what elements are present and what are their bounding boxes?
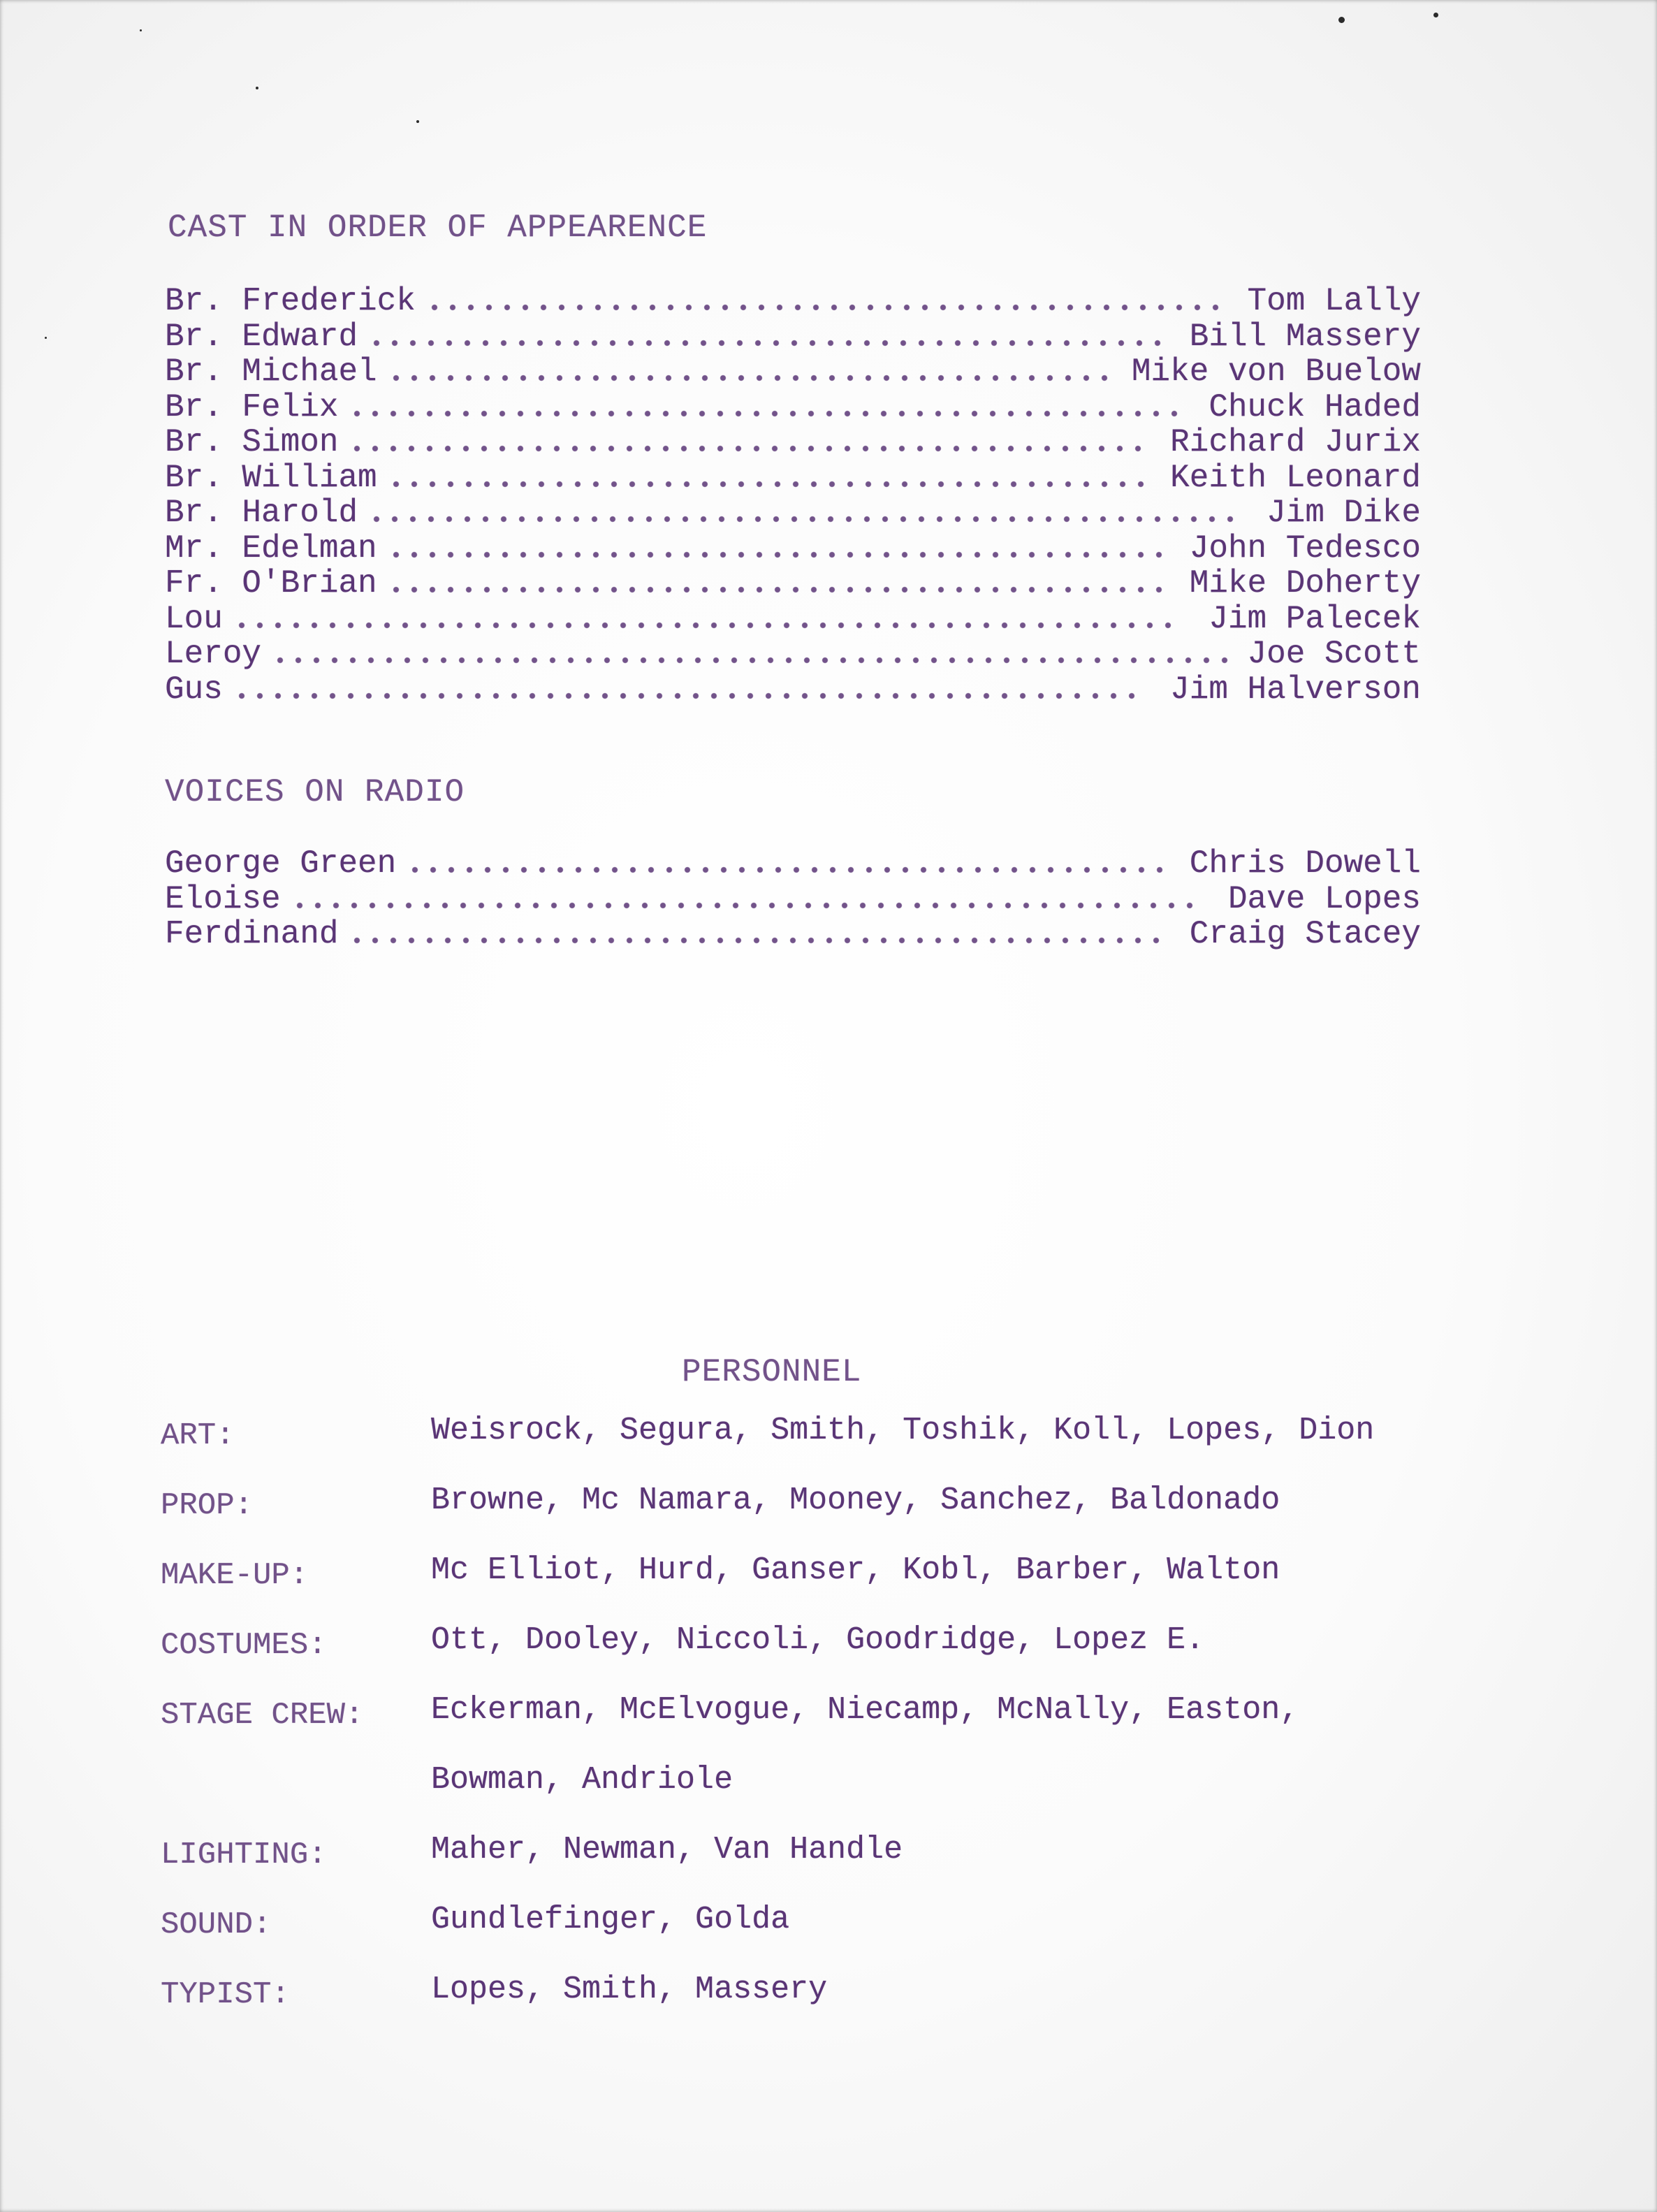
role-name: Ferdinand — [165, 916, 339, 952]
role-name: Gus — [165, 671, 223, 708]
actor-name: Mike von Buelow — [1131, 354, 1421, 390]
actor-name: Richard Jurix — [1170, 424, 1421, 460]
scan-speck — [416, 120, 419, 123]
role-name: Fr. O'Brian — [165, 565, 377, 602]
cast-row — [165, 565, 1421, 601]
dot-leader — [233, 622, 1177, 629]
role-name: Br. Felix — [165, 388, 339, 425]
cast-row — [165, 283, 1421, 319]
cast-heading: CAST IN ORDER OF APPEARENCE — [168, 210, 708, 246]
actor-name: Keith Leonard — [1170, 459, 1421, 496]
dot-leader — [233, 692, 1141, 699]
actor-name: Jim Palecek — [1209, 600, 1421, 637]
radio-voice-row — [165, 881, 1421, 917]
dot-leader — [425, 304, 1225, 311]
radio-voice-list — [165, 845, 1421, 952]
radio-voice-row — [165, 845, 1421, 881]
role-name: Eloise — [165, 880, 281, 917]
actor-name: John Tedesco — [1189, 530, 1421, 567]
role-name: Br. William — [165, 459, 377, 496]
dot-leader — [387, 374, 1114, 381]
personnel-names: Eckerman, McElvogue, Niecamp, McNally, Easton, — [431, 1692, 1299, 1728]
radio-heading: VOICES ON RADIO — [165, 774, 465, 810]
dot-leader — [387, 586, 1168, 593]
personnel-names: Bowman, Andriole — [431, 1762, 733, 1798]
role-name: Leroy — [165, 636, 262, 672]
scan-speck — [1433, 13, 1438, 17]
personnel-role-label: ART: — [161, 1418, 235, 1453]
scan-speck — [45, 337, 47, 339]
personnel-names: Gundlefinger, Golda — [431, 1902, 790, 1937]
personnel-names: Mc Elliot, Hurd, Ganser, Kobl, Barber, Walton — [431, 1552, 1280, 1588]
personnel-names: Lopes, Smith, Massery — [431, 1972, 828, 2007]
dot-leader — [348, 445, 1147, 452]
cast-row — [165, 636, 1421, 671]
role-name: Br. Simon — [165, 424, 339, 460]
actor-name: Tom Lally — [1247, 283, 1421, 319]
cast-row — [165, 601, 1421, 636]
actor-name: Chris Dowell — [1189, 845, 1421, 882]
role-name: George Green — [165, 845, 397, 882]
personnel-names: Maher, Newman, Van Handle — [431, 1832, 903, 1868]
dot-leader — [291, 902, 1199, 909]
personnel-role-label: STAGE CREW: — [161, 1698, 364, 1733]
actor-name: Jim Halverson — [1170, 671, 1421, 708]
actor-name: Jim Dike — [1267, 495, 1421, 531]
role-name: Br. Frederick — [165, 283, 416, 319]
dot-leader — [271, 657, 1234, 664]
actor-name: Mike Doherty — [1189, 565, 1421, 602]
radio-voice-row — [165, 916, 1421, 952]
cast-list — [165, 283, 1421, 706]
role-name: Br. Michael — [165, 354, 377, 390]
dot-leader — [367, 516, 1239, 523]
personnel-role-label: SOUND: — [161, 1907, 272, 1942]
personnel-role-label: TYPIST: — [161, 1977, 290, 2012]
personnel-role-label: MAKE-UP: — [161, 1558, 309, 1593]
role-name: Lou — [165, 600, 223, 637]
dot-leader — [367, 340, 1167, 347]
cast-row — [165, 460, 1421, 495]
scan-speck — [1338, 17, 1345, 23]
personnel-role-label: LIGHTING: — [161, 1838, 327, 1872]
personnel-names: Browne, Mc Namara, Mooney, Sanchez, Baldonado — [431, 1483, 1280, 1518]
scan-speck — [256, 87, 258, 89]
cast-row — [165, 671, 1421, 707]
cast-row — [165, 424, 1421, 460]
personnel-names: Weisrock, Segura, Smith, Toshik, Koll, Lopes, Dion — [431, 1413, 1375, 1448]
scan-speck — [140, 29, 142, 31]
cast-row — [165, 319, 1421, 354]
role-name: Mr. Edelman — [165, 530, 377, 567]
role-name: Br. Edward — [165, 318, 358, 355]
cast-row — [165, 389, 1421, 425]
personnel-heading: PERSONNEL — [682, 1354, 862, 1390]
dot-leader — [348, 937, 1165, 944]
dot-leader — [387, 481, 1150, 488]
cast-row — [165, 530, 1421, 566]
dot-leader — [387, 551, 1168, 558]
cast-row — [165, 354, 1421, 389]
actor-name: Bill Massery — [1189, 318, 1421, 355]
actor-name: Craig Stacey — [1189, 916, 1421, 952]
actor-name: Chuck Haded — [1209, 388, 1421, 425]
dot-leader — [348, 410, 1183, 417]
personnel-names: Ott, Dooley, Niccoli, Goodridge, Lopez E. — [431, 1622, 1205, 1658]
actor-name: Joe Scott — [1247, 636, 1421, 672]
role-name: Br. Harold — [165, 495, 358, 531]
actor-name: Dave Lopes — [1227, 880, 1421, 917]
cast-row — [165, 495, 1421, 530]
personnel-role-label: PROP: — [161, 1488, 254, 1523]
dot-leader — [406, 866, 1169, 873]
personnel-role-label: COSTUMES: — [161, 1628, 327, 1663]
